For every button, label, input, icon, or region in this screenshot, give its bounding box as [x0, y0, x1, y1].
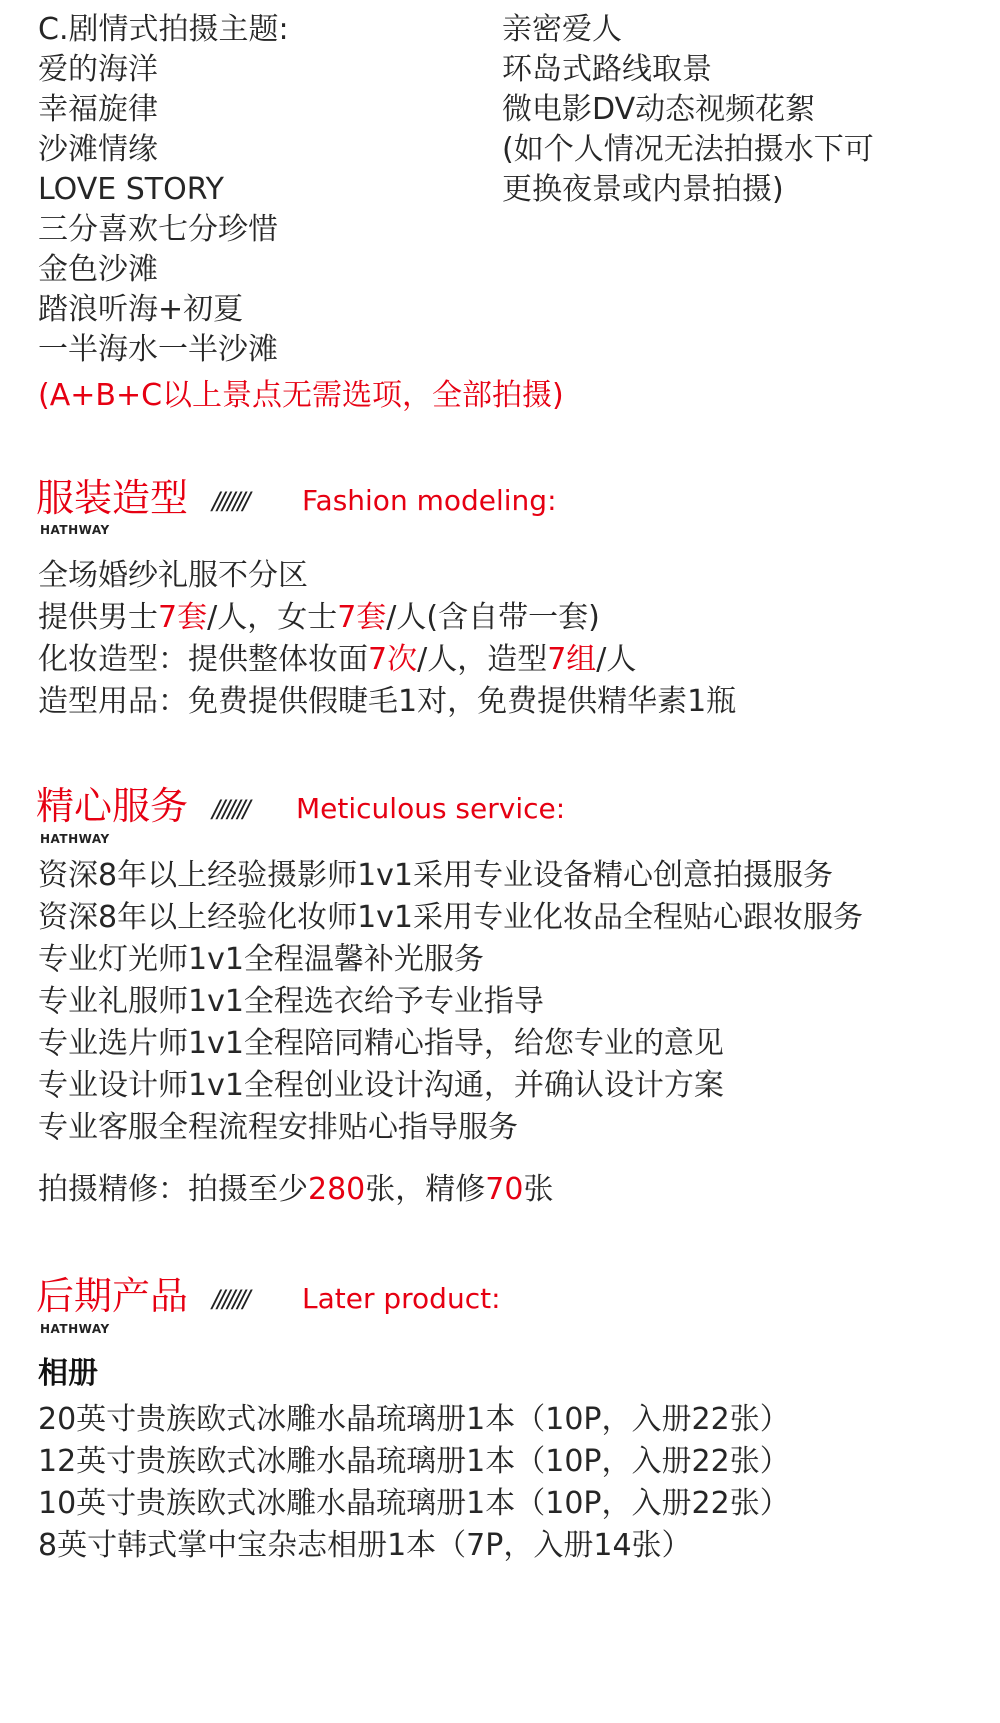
fashion-text: /人 [596, 642, 637, 677]
album-title: 相册 [38, 1356, 98, 1391]
service-slashes: /////// [212, 795, 248, 823]
service-photo-line [38, 1172, 553, 1208]
fashion-slashes: /////// [212, 487, 248, 515]
service-title-cn: 精心服务 [36, 784, 189, 828]
service-line: 专业灯光师1v1全程温馨补光服务 [38, 942, 484, 977]
later-title-en: Later product: [302, 1282, 501, 1315]
service-line: 专业礼服师1v1全程选衣给予专业指导 [38, 984, 544, 1019]
intro-left-item: 一半海水一半沙滩 [38, 332, 278, 367]
fashion-title-cn: 服装造型 [36, 476, 189, 520]
fashion-text: /人(含自带一套) [386, 600, 600, 635]
intro-right-item: (如个人情况无法拍摄水下可 [502, 132, 874, 167]
service-title-en: Meticulous service: [296, 792, 566, 825]
intro-left-item: 沙滩情缘 [38, 132, 158, 167]
service-brand: HATHWAY [40, 832, 110, 846]
fashion-brand: HATHWAY [40, 523, 110, 537]
service-line: 专业设计师1v1全程创业设计沟通，并确认设计方案 [38, 1068, 724, 1103]
later-brand: HATHWAY [40, 1322, 110, 1336]
fashion-line [38, 642, 636, 678]
service-highlight: 280 [308, 1172, 366, 1207]
service-text: 拍摄精修：拍摄至少 [38, 1172, 308, 1207]
intro-right-item: 环岛式路线取景 [502, 52, 712, 87]
fashion-highlight: 7组 [547, 642, 597, 677]
service-line: 专业选片师1v1全程陪同精心指导，给您专业的意见 [38, 1026, 724, 1061]
service-text: 张 [523, 1172, 554, 1207]
fashion-highlight: 7次 [368, 642, 418, 677]
service-highlight: 70 [485, 1172, 524, 1207]
service-text: 张，精修 [365, 1172, 486, 1207]
intro-left-item: 三分喜欢七分珍惜 [38, 212, 278, 247]
album-item: 8英寸韩式掌中宝杂志相册1本（7P，入册14张） [38, 1528, 692, 1563]
fashion-text: 提供男士 [38, 600, 158, 635]
intro-right-item: 微电影DV动态视频花絮 [502, 92, 816, 127]
fashion-highlight: 7套 [158, 600, 208, 635]
fashion-text: 化妆造型：提供整体妆面 [38, 642, 368, 677]
fashion-text: /人，女士 [207, 600, 338, 635]
fashion-line: 全场婚纱礼服不分区 [38, 558, 308, 593]
album-item: 20英寸贵族欧式冰雕水晶琉璃册1本（10P，入册22张） [38, 1402, 790, 1437]
intro-right-item: 亲密爱人 [502, 12, 622, 47]
fashion-line: 造型用品：免费提供假睫毛1对，免费提供精华素1瓶 [38, 684, 737, 719]
later-slashes: /////// [212, 1285, 248, 1313]
fashion-title-en: Fashion modeling: [302, 484, 557, 517]
album-item: 10英寸贵族欧式冰雕水晶琉璃册1本（10P，入册22张） [38, 1486, 790, 1521]
intro-right-item: 更换夜景或内景拍摄) [502, 172, 784, 207]
album-item: 12英寸贵族欧式冰雕水晶琉璃册1本（10P，入册22张） [38, 1444, 790, 1479]
intro-heading: C.剧情式拍摄主题: [38, 12, 289, 47]
intro-left-item: 金色沙滩 [38, 252, 158, 287]
intro-left-item: 幸福旋律 [38, 92, 158, 127]
fashion-line [38, 600, 600, 636]
intro-left-item: LOVE STORY [38, 172, 224, 207]
service-line: 资深8年以上经验摄影师1v1采用专业设备精心创意拍摄服务 [38, 858, 834, 893]
intro-left-item: 爱的海洋 [38, 52, 158, 87]
fashion-text: /人，造型 [417, 642, 548, 677]
fashion-highlight: 7套 [337, 600, 387, 635]
service-line: 专业客服全程流程安排贴心指导服务 [38, 1110, 518, 1145]
later-title-cn: 后期产品 [36, 1274, 189, 1318]
intro-left-item: 踏浪听海+初夏 [38, 292, 244, 327]
service-line: 资深8年以上经验化妆师1v1采用专业化妆品全程贴心跟妆服务 [38, 900, 864, 935]
intro-note: (A+B+C以上景点无需选项，全部拍摄) [38, 378, 564, 413]
